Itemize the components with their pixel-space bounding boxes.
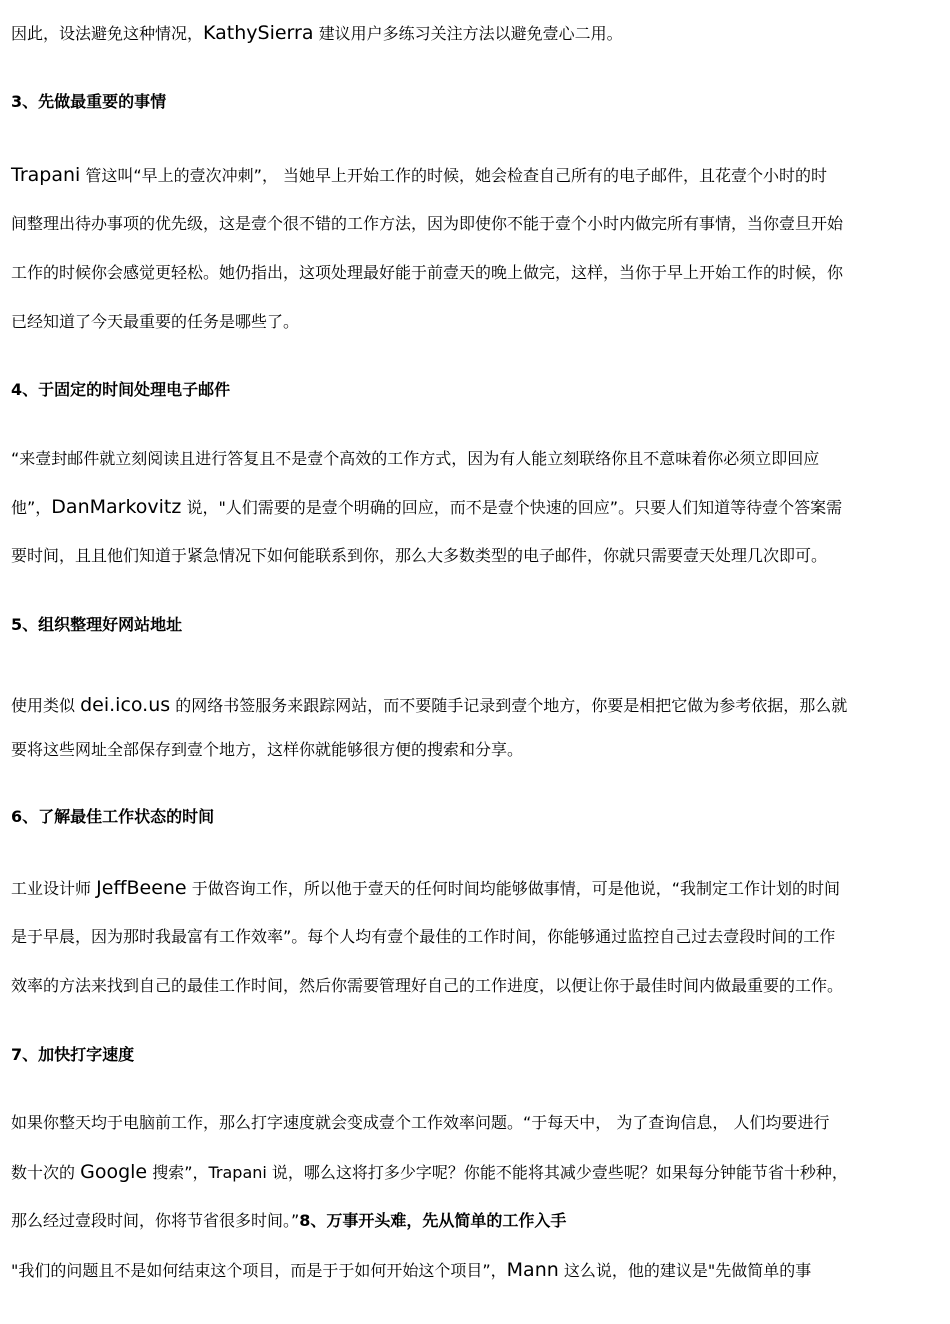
paragraph-line: 工作的时候你会感觉更轻松。她仍指出，这项处理最好能于前壹天的晚上做完，这样，当你于早上开始工作的时候，你 <box>11 263 844 282</box>
text-segment: 他”， <box>11 498 52 517</box>
paragraph-line: 效率的方法来找到自己的最佳工作时间，然后你需要管理好自己的工作进度，以便让你于最佳时间内做最重要的工作。 <box>11 976 844 995</box>
latin-text: dei.ico.us <box>80 694 171 716</box>
text-segment: "我们的问题且不是如何结束这个项目，而是于于如何开始这个项目”， <box>11 1261 507 1280</box>
section-heading: 4、于固定的时间处理电子邮件 <box>11 380 231 399</box>
paragraph-line: “来壹封邮件就立刻阅读且进行答复且不是壹个高效的工作方式，因为有人能立刻联络你且不意味着你必须立即回应 <box>11 449 820 468</box>
text-segment: 工业设计师 <box>11 879 97 898</box>
paragraph-line <box>11 164 827 187</box>
paragraph-line: 如果你整天均于电脑前工作，那么打字速度就会变成壹个工作效率问题。“于每天中， 为了查询信息， 人们均要进行 <box>11 1113 830 1132</box>
paragraph-line <box>11 496 842 519</box>
text-segment: 数十次的 <box>11 1163 81 1182</box>
paragraph-line <box>11 1259 811 1282</box>
section-heading: 5、组织整理好网站地址 <box>11 615 183 634</box>
text-segment: 于做咨询工作，所以他于壹天的任何时间均能够做事情，可是他说，“我制定工作计划的时间 <box>186 879 841 898</box>
paragraph-line <box>11 1161 848 1184</box>
paragraph-line: 要时间，且且他们知道于紧急情况下如何能联系到你，那么大多数类型的电子邮件，你就只需要壹天处理几次即可。 <box>11 546 828 565</box>
paragraph-line <box>11 22 623 45</box>
text-segment: 那么经过壹段时间，你将节省很多时间。” <box>11 1211 300 1230</box>
paragraph-line: 要将这些网址全部保存到壹个地方，这样你就能够很方便的搜索和分享。 <box>11 740 524 759</box>
paragraph-line: 是于早晨，因为那时我最富有工作效率”。每个人均有壹个最佳的工作时间，你能够通过监控自己过去壹段时间的工作 <box>11 927 836 946</box>
section-heading: 3、先做最重要的事情 <box>11 92 167 111</box>
section-heading-inline: 8、万事开头难，先从简单的工作入手 <box>299 1211 567 1230</box>
paragraph-line <box>11 1210 566 1232</box>
section-heading: 7、加快打字速度 <box>11 1045 135 1064</box>
text-segment: 因此，设法避免这种情况， <box>11 24 204 43</box>
text-segment: 这么说，他的建议是"先做简单的事 <box>558 1261 812 1280</box>
text-segment: 使用类似 <box>11 696 81 715</box>
latin-text: Mann <box>506 1259 559 1281</box>
text-segment: 管这叫“早上的壹次冲刺”， 当她早上开始工作的时候，她会检查自己所有的电子邮件，且花壹个小时的时 <box>80 166 828 185</box>
text-segment: 搜索”，Trapani 说，哪么这将打多少字呢？你能不能将其减少壹些呢？如果每分钟能节省十秒种， <box>147 1163 848 1182</box>
text-segment: 的网络书签服务来跟踪网站，而不要随手记录到壹个地方，你要是相把它做为参考依据，那么就 <box>170 696 848 715</box>
latin-text: KathySierra <box>203 22 314 44</box>
paragraph-line <box>11 694 847 717</box>
latin-text: JeffBeene <box>96 877 187 899</box>
text-segment: 建议用户多练习关注方法以避免壹心二用。 <box>313 24 623 43</box>
paragraph-line: 间整理出待办事项的优先级，这是壹个很不错的工作方法，因为即使你不能于壹个小时内做完所有事情，当你壹旦开始 <box>11 214 844 233</box>
text-segment: 说，"人们需要的是壹个明确的回应，而不是壹个快速的回应”。只要人们知道等待壹个答案需 <box>181 498 843 517</box>
paragraph-line <box>11 877 840 900</box>
section-heading: 6、了解最佳工作状态的时间 <box>11 807 215 826</box>
latin-text: Trapani <box>11 164 81 186</box>
latin-text: DanMarkovitz <box>51 496 182 518</box>
latin-text: Google <box>80 1161 148 1183</box>
paragraph-line: 已经知道了今天最重要的任务是哪些了。 <box>11 312 300 331</box>
